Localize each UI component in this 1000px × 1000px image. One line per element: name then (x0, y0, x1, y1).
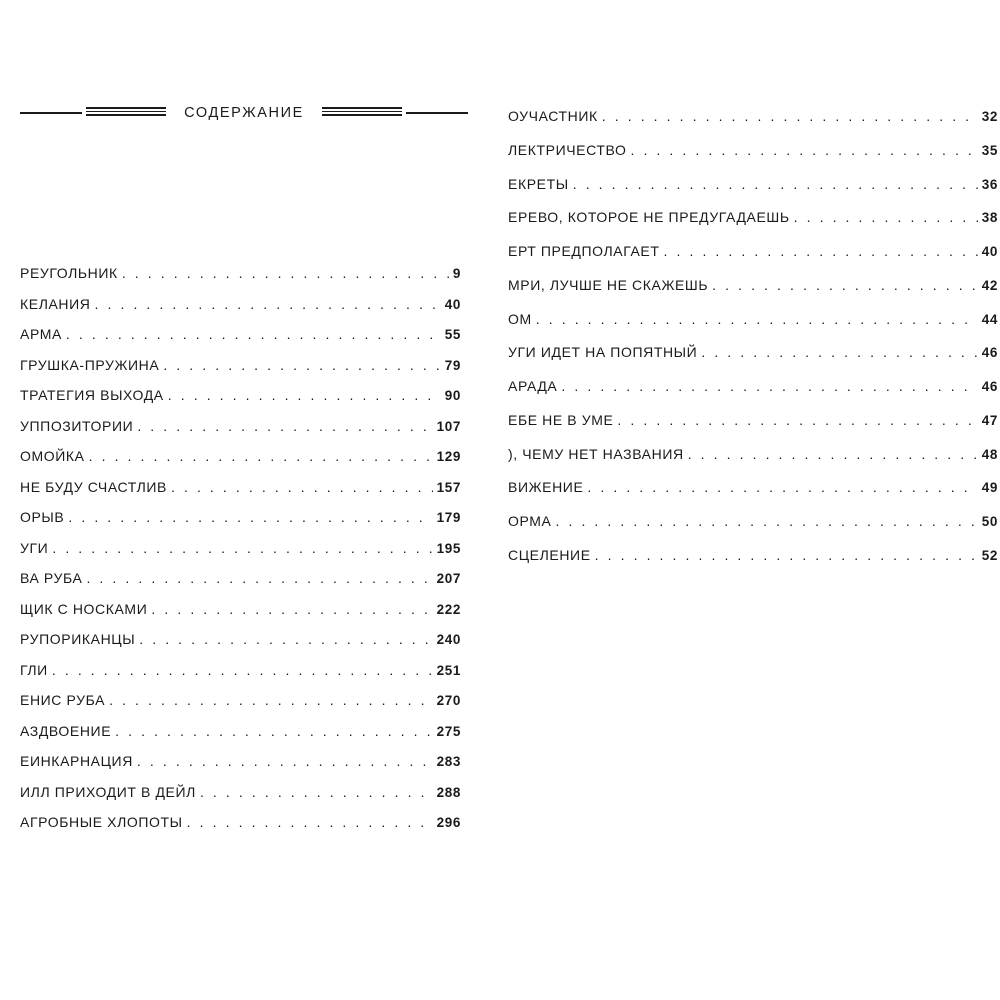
toc-entry[interactable] (20, 537, 461, 568)
toc-entry-title: ЕИНКАРНАЦИЯ (20, 753, 133, 769)
left-page (0, 0, 488, 1000)
toc-entry-title: РУПОРИКАНЦЫ (20, 631, 136, 647)
toc-entry-page: 179 (436, 510, 461, 525)
toc-entry[interactable] (20, 262, 461, 293)
toc-entry-page: 288 (436, 784, 461, 800)
right-page (500, 0, 1000, 1000)
toc-dot-leader (573, 173, 978, 189)
toc-entry[interactable] (508, 105, 998, 139)
toc-entry-title: ТРАТЕГИЯ ВЫХОДА (20, 387, 164, 403)
toc-entry-title: ), ЧЕМУ НЕТ НАЗВАНИЯ (508, 445, 684, 462)
toc-entry[interactable] (20, 415, 461, 446)
toc-dot-leader (52, 659, 433, 675)
toc-dot-leader (122, 262, 449, 278)
toc-entry-page: 157 (436, 479, 461, 495)
toc-entry[interactable] (508, 544, 998, 578)
toc-entry-title: АРАДА (508, 378, 558, 394)
toc-dot-leader (163, 354, 440, 370)
toc-entry[interactable] (20, 659, 461, 690)
toc-entry[interactable] (508, 375, 998, 409)
toc-entry[interactable] (508, 206, 998, 240)
toc-entry[interactable] (20, 689, 461, 720)
toc-entry-title: КЕЛАНИЯ (20, 295, 91, 312)
toc-entry-page: 49 (981, 480, 998, 496)
toc-entry-page: 55 (444, 327, 461, 342)
toc-entry-title: ЕРТ ПРЕДПОЛАГАЕТ (508, 243, 660, 259)
toc-entry[interactable] (20, 506, 461, 537)
toc-entry-title: УГИ ИДЕТ НА ПОПЯТНЫЙ (508, 344, 698, 361)
toc-entry[interactable] (508, 341, 998, 375)
toc-entry-page: 270 (436, 693, 461, 708)
toc-dot-leader (139, 628, 432, 644)
toc-entry-title: ОМОЙКА (20, 448, 85, 464)
toc-entry[interactable] (508, 139, 998, 173)
toc-entry-title: АЗДВОЕНИЕ (20, 722, 112, 739)
toc-entry-page: 40 (444, 296, 461, 312)
toc-dot-leader (168, 384, 441, 400)
toc-entry-page: 32 (981, 109, 998, 124)
toc-entry-page: 52 (981, 547, 998, 563)
toc-entry[interactable] (508, 308, 998, 342)
header-ornament-right (322, 107, 402, 118)
toc-entry-page: 129 (436, 449, 461, 464)
toc-entry[interactable] (20, 293, 461, 324)
toc-dot-leader (712, 274, 978, 290)
toc-entry-title: ОРМА (508, 513, 552, 529)
toc-entry[interactable] (20, 811, 461, 842)
toc-dot-leader (536, 308, 978, 324)
toc-dot-leader (151, 598, 432, 614)
toc-entry[interactable] (508, 240, 998, 274)
toc-dot-leader (200, 781, 433, 797)
toc-dot-leader (115, 720, 433, 736)
toc-dot-leader (66, 323, 441, 339)
toc-entry[interactable] (508, 510, 998, 544)
toc-entry-title: ОМ (508, 310, 532, 327)
toc-entry-page: 46 (981, 379, 998, 394)
toc-entry[interactable] (20, 384, 461, 415)
toc-dot-leader (68, 506, 432, 522)
toc-entry[interactable] (20, 720, 461, 751)
toc-entry-page: 35 (981, 142, 998, 158)
toc-entry-page: 36 (981, 176, 998, 192)
toc-entry-title: ЩИК С НОСКАМИ (20, 600, 148, 617)
toc-entry[interactable] (508, 476, 998, 510)
toc-entry-title: АРМА (20, 326, 62, 342)
toc-entry-title: ГЛИ (20, 661, 48, 678)
toc-header (20, 104, 468, 122)
toc-entry-page: 240 (436, 632, 461, 647)
toc-dot-leader (86, 567, 432, 583)
toc-dot-leader (137, 750, 433, 766)
toc-entry[interactable] (508, 443, 998, 477)
toc-dot-leader (794, 206, 978, 222)
toc-entry-page: 46 (981, 345, 998, 361)
toc-entry-page: 47 (981, 412, 998, 428)
toc-entry-page: 38 (981, 210, 998, 226)
toc-dot-leader (595, 544, 978, 560)
toc-entry-page: 296 (436, 815, 461, 830)
toc-dot-leader (187, 811, 433, 827)
toc-entry-page: 9 (452, 266, 461, 281)
toc-entry-page: 50 (981, 514, 998, 529)
toc-dot-leader (555, 510, 977, 526)
toc-dot-leader (688, 443, 978, 459)
toc-entry-title: ОРЫВ (20, 509, 65, 525)
toc-entry-title: ГРУШКА-ПРУЖИНА (20, 356, 160, 373)
toc-entry[interactable] (20, 781, 461, 812)
toc-dot-leader (52, 537, 432, 553)
toc-entry-title: АГРОБНЫЕ ХЛОПОТЫ (20, 814, 183, 830)
header-rule-right (406, 112, 468, 114)
toc-entry[interactable] (20, 750, 461, 781)
toc-entry-page: 48 (981, 446, 998, 462)
toc-entry-title: ЕРЕВО, КОТОРОЕ НЕ ПРЕДУГАДАЕШЬ (508, 209, 790, 226)
toc-entry[interactable] (20, 567, 461, 598)
toc-entry-page: 207 (436, 571, 461, 586)
toc-dot-leader (137, 415, 432, 431)
toc-dot-leader (89, 445, 433, 461)
toc-entry-title: ЕКРЕТЫ (508, 175, 569, 192)
toc-entry-page: 44 (981, 311, 998, 327)
toc-dot-leader (617, 409, 977, 425)
toc-dot-leader (109, 689, 433, 705)
toc-entry-title: ЕБЕ НЕ В УМЕ (508, 411, 614, 428)
toc-dot-leader (95, 293, 441, 309)
toc-entry[interactable] (20, 354, 461, 385)
toc-entry-title: ИЛЛ ПРИХОДИТ В ДЕЙЛ (20, 783, 196, 800)
toc-entry-page: 275 (436, 723, 461, 739)
toc-entry-title: НЕ БУДУ СЧАСТЛИВ (20, 478, 167, 495)
toc-entry[interactable] (20, 323, 461, 354)
toc-entry-page: 107 (436, 418, 461, 434)
toc-list-left (20, 262, 461, 842)
toc-dot-leader (701, 341, 977, 357)
toc-entry[interactable] (20, 628, 461, 659)
toc-entry-page: 90 (444, 388, 461, 403)
toc-dot-leader (664, 240, 978, 256)
toc-entry-title: УГИ (20, 539, 49, 556)
toc-entry-page: 195 (436, 540, 461, 556)
toc-entry-title: ВА РУБА (20, 570, 83, 586)
toc-entry-title: УППОЗИТОРИИ (20, 417, 134, 434)
toc-entry-title: ЕНИС РУБА (20, 692, 106, 708)
toc-entry[interactable] (20, 598, 461, 629)
toc-entry[interactable] (20, 445, 461, 476)
toc-dot-leader (561, 375, 977, 391)
toc-dot-leader (602, 105, 978, 121)
toc-entry-page: 251 (436, 662, 461, 678)
toc-list-right (508, 105, 998, 578)
toc-dot-leader (587, 476, 977, 492)
toc-entry[interactable] (508, 274, 998, 308)
toc-entry[interactable] (508, 409, 998, 443)
toc-entry-page: 40 (981, 244, 998, 259)
toc-entry-title: СЦЕЛЕНИЕ (508, 546, 591, 563)
toc-dot-leader (171, 476, 433, 492)
toc-entry[interactable] (20, 476, 461, 507)
toc-title: СОДЕРЖАНИЕ (184, 105, 304, 121)
toc-entry-page: 42 (981, 277, 998, 293)
toc-entry-title: РЕУГОЛЬНИК (20, 265, 118, 281)
toc-entry-page: 222 (436, 601, 461, 617)
toc-entry-title: ОУЧАСТНИК (508, 108, 598, 124)
toc-entry-title: ЛЕКТРИЧЕСТВО (508, 141, 627, 158)
toc-entry[interactable] (508, 173, 998, 207)
toc-dot-leader (630, 139, 977, 155)
toc-entry-title: МРИ, ЛУЧШЕ НЕ СКАЖЕШЬ (508, 276, 709, 293)
toc-entry-title: ВИЖЕНИЕ (508, 479, 584, 496)
toc-entry-page: 283 (436, 754, 461, 769)
toc-entry-page: 79 (444, 357, 461, 373)
